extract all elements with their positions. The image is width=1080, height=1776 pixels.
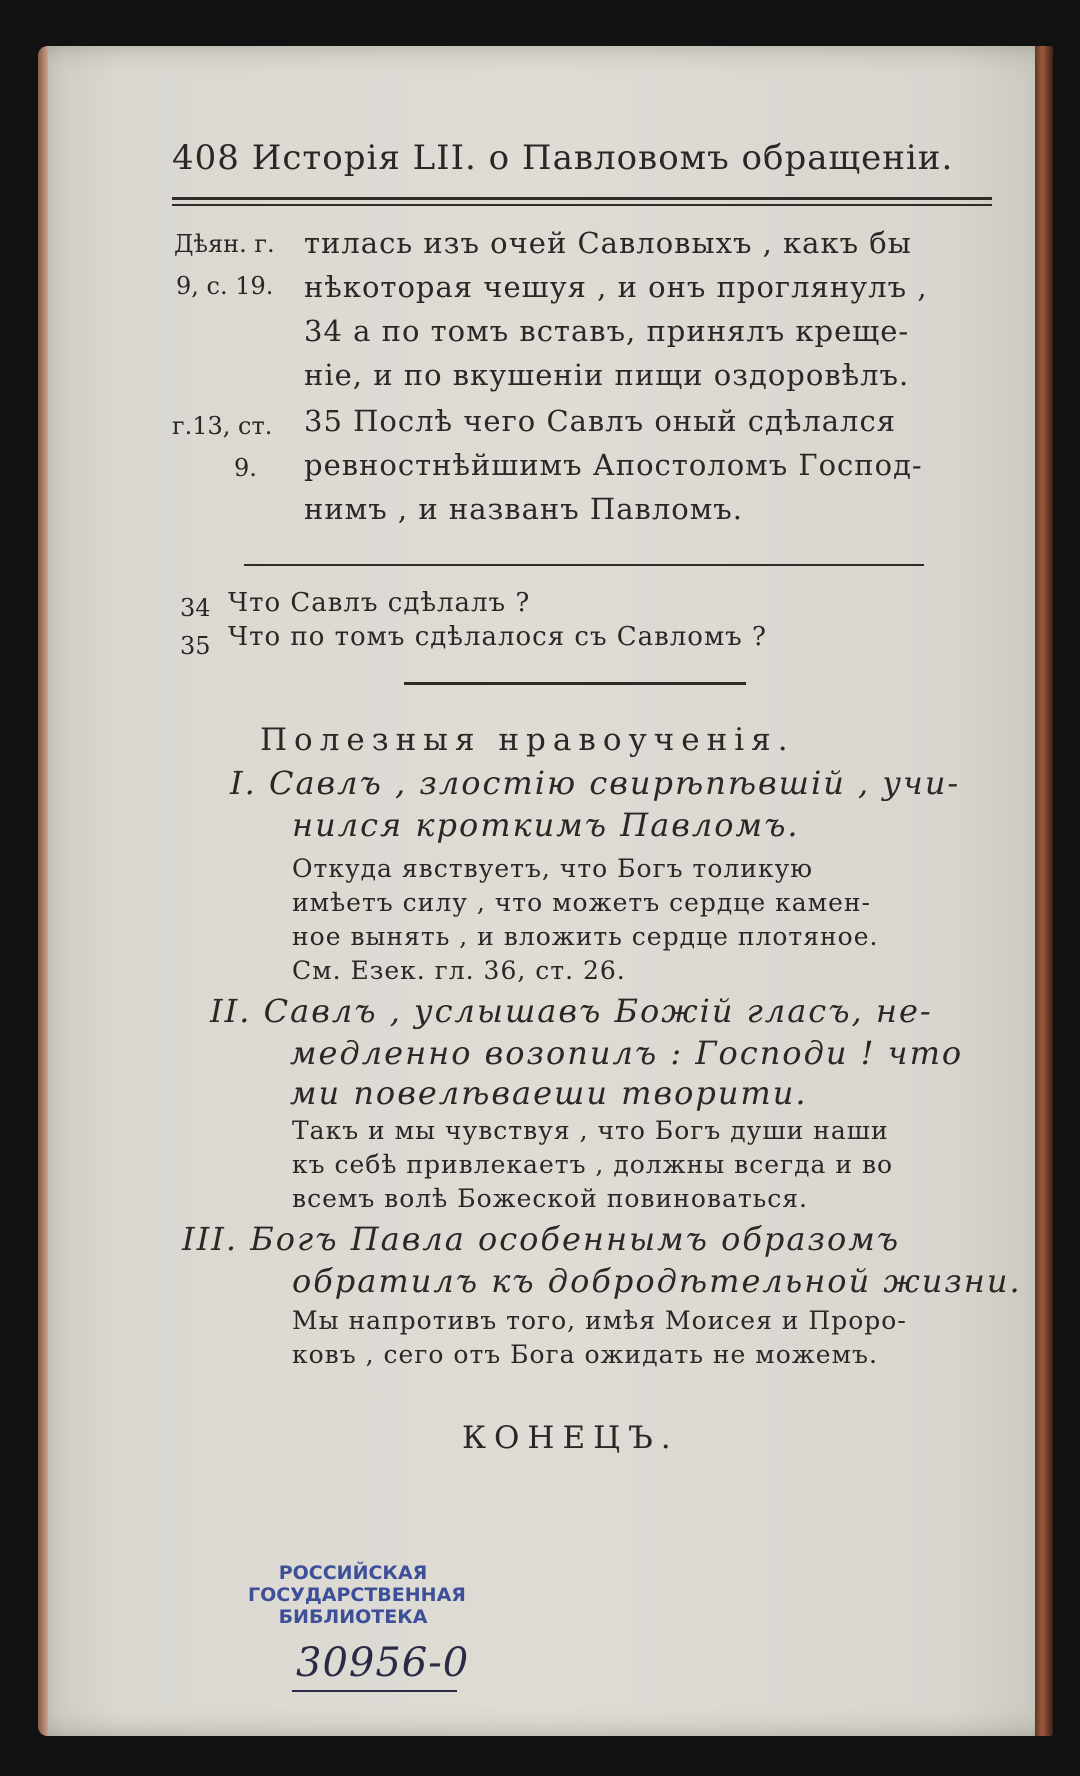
moral-body: Такъ и мы чувствуя , что Богъ души наши [292,1116,889,1145]
inventory-number: 30956-0 [296,1640,470,1686]
text-line: нѣкоторая чешуя , и онъ проглянулъ , [304,270,928,304]
header-rule-thin [172,204,992,206]
text-line: ніе, и по вкушеніи пищи оздоровѣлъ. [304,358,910,392]
moral-body: къ себѣ привлекаетъ , должны всегда и во [292,1150,894,1179]
moral-body: ное вынять , и вложить сердце плотяное. [292,922,879,951]
moral-heading: ми повелѣваеши творити. [290,1074,808,1112]
moral-body: ковъ , сего отъ Бога ожидать не можемъ. [292,1340,878,1369]
stamp-line: БИБЛИОТЕКА [278,1606,428,1628]
moral-heading: нился кроткимъ Павломъ. [292,806,800,844]
margin-ref: г.13, ст. [172,412,273,440]
margin-ref: Дѣян. г. [174,230,275,258]
moral-heading: II. Савлъ , услышавъ Божій гласъ, не- [210,992,933,1030]
running-title: Исторія LII. о Павловомъ обращеніи. [251,138,954,178]
question-number: 34 [180,594,211,622]
text-line: нимъ , и названъ Павломъ. [304,492,743,526]
section-divider [244,564,924,566]
moral-heading: медленно возопилъ : Господи ! что [290,1034,964,1072]
moral-body: всемъ волѣ Божеской повиноваться. [292,1184,809,1213]
moral-body: имѣетъ силу , что можетъ сердце камен- [292,888,871,917]
moral-heading: III. Богъ Павла особеннымъ образомъ [182,1220,901,1258]
moral-body: Откуда явствуетъ, что Богъ толикую [292,854,814,883]
running-header [172,138,953,178]
stamp-line: РОССИЙСКАЯ [278,1562,428,1584]
text-line: тилась изъ очей Савловыхъ , какъ бы [304,226,912,260]
inventory-underline [292,1690,457,1692]
page-right-edge [1035,46,1053,1736]
library-stamp [248,1562,466,1628]
text-line: ревностнѣйшимъ Апостоломъ Господ- [304,448,923,482]
morals-title: Полезныя нравоученія. [260,722,795,758]
stamp-line: ГОСУДАРСТВЕННАЯ [248,1584,466,1606]
moral-body: См. Езек. гл. 36, ст. 26. [292,956,626,985]
end-label: КОНЕЦЪ. [462,1420,679,1456]
margin-ref: 9, с. 19. [176,272,274,300]
margin-ref: 9. [234,454,257,482]
moral-body: Мы напротивъ того, имѣя Моисея и Проро- [292,1306,907,1335]
question-text: Что Савлъ сдѣлалъ ? [228,588,531,618]
moral-heading: обратилъ къ добродѣтельной жизни. [292,1262,1022,1300]
page-left-edge [38,46,48,1736]
section-divider [404,682,746,685]
question-text: Что по томъ сдѣлалося съ Савломъ ? [228,622,767,652]
page-number: 408 [172,138,240,178]
moral-heading: I. Савлъ , злостію свирѣпѣвшій , учи- [230,764,961,802]
header-rule [172,197,992,200]
question-number: 35 [180,632,211,660]
text-line: 35 Послѣ чего Савлъ оный сдѣлался [304,404,897,438]
text-line: 34 а по томъ вставъ, принялъ креще- [304,314,910,348]
